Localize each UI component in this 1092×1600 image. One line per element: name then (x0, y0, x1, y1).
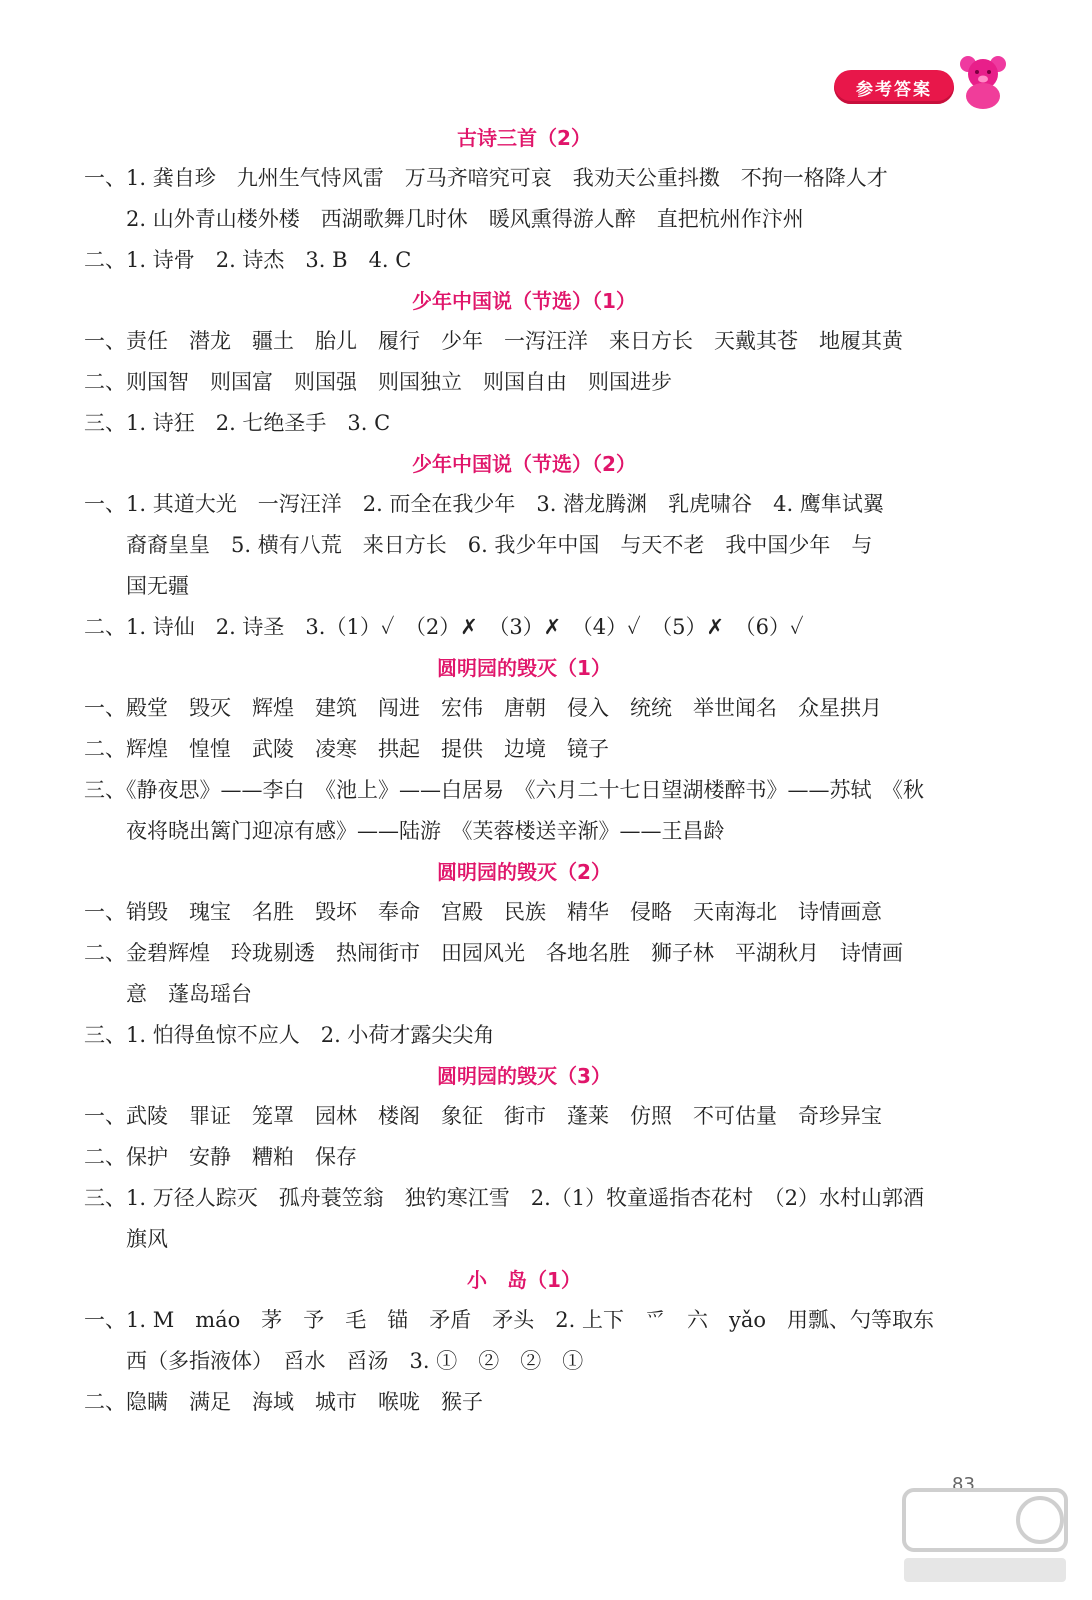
answer-line: 二、隐瞒 满足 海域 城市 喉咙 猴子 (84, 1390, 483, 1414)
section-title: 少年中国说（节选）（1） (412, 289, 636, 313)
answer-line: 国无疆 (126, 574, 189, 598)
answer-line: 西（多指液体） 舀水 舀汤 3. ① ② ② ① (126, 1349, 584, 1373)
section-title: 小 岛（1） (467, 1268, 581, 1292)
answer-line: 一、责任 潜龙 疆土 胎儿 履行 少年 一泻汪洋 来日方长 天戴其苍 地履其黄 (84, 329, 903, 353)
section (84, 281, 964, 444)
answer-badge: 参考答案 (834, 70, 954, 104)
section-title: 圆明园的毁灭（1） (437, 656, 611, 680)
answer-line: 二、保护 安静 糟粕 保存 (84, 1145, 357, 1169)
answer-line: 2. 山外青山楼外楼 西湖歌舞几时休 暖风熏得游人醉 直把杭州作汴州 (126, 207, 804, 231)
answer-line: 三、1. 诗狂 2. 七绝圣手 3. C (84, 411, 391, 435)
answer-line: 意 蓬岛瑶台 (126, 982, 252, 1006)
section (84, 118, 964, 281)
section (84, 852, 964, 1056)
answer-line: 一、1. 龚自珍 九州生气恃风雷 万马齐喑究可哀 我劝天公重抖擞 不拘一格降人才 (84, 166, 888, 190)
answer-line: 二、金碧辉煌 玲珑剔透 热闹街市 田园风光 各地名胜 狮子林 平湖秋月 诗情画 (84, 941, 903, 965)
answer-line: 三、《静夜思》——李白 《池上》——白居易 《六月二十七日望湖楼醉书》——苏轼 《秋 (84, 778, 924, 802)
answer-line: 一、1. M máo 茅 予 毛 锚 矛盾 矛头 2. 上下 爫 六 yǎo 用瓢、勺等取东 (84, 1308, 935, 1332)
answer-line: 一、殿堂 毁灭 辉煌 建筑 闯进 宏伟 唐朝 侵入 统统 举世闻名 众星拱月 (84, 696, 882, 720)
answer-line: 二、1. 诗骨 2. 诗杰 3. B 4. C (84, 248, 412, 272)
answer-line: 一、武陵 罪证 笼罩 园林 楼阁 象征 街市 蓬莱 仿照 不可估量 奇珍异宝 (84, 1104, 882, 1128)
answer-line: 三、1. 万径人踪灭 孤舟蓑笠翁 独钓寒江雪 2.（1）牧童遥指杏花村 （2）水村山郭酒 (84, 1186, 924, 1210)
watermark-logo-icon (900, 1482, 1070, 1588)
section-title: 圆明园的毁灭（2） (437, 860, 611, 884)
answer-line: 裔裔皇皇 5. 横有八荒 来日方长 6. 我少年中国 与天不老 我中国少年 与 (126, 533, 873, 557)
page-number: 83 (952, 1474, 975, 1495)
section (84, 444, 964, 648)
answer-content (84, 118, 964, 1423)
answer-line: 夜将晓出篱门迎凉有感》——陆游 《芙蓉楼送辛渐》——王昌龄 (126, 819, 725, 843)
bear-mascot-icon (958, 54, 1008, 110)
answer-line: 旗风 (126, 1227, 168, 1251)
answer-line: 二、辉煌 惶惶 武陵 凌寒 拱起 提供 边境 镜子 (84, 737, 609, 761)
answer-line: 一、销毁 瑰宝 名胜 毁坏 奉命 宫殿 民族 精华 侵略 天南海北 诗情画意 (84, 900, 882, 924)
section (84, 1260, 964, 1423)
section-title: 少年中国说（节选）（2） (412, 452, 636, 476)
section (84, 648, 964, 852)
answer-line: 二、则国智 则国富 则国强 则国独立 则国自由 则国进步 (84, 370, 672, 394)
section-title: 圆明园的毁灭（3） (437, 1064, 611, 1088)
section (84, 1056, 964, 1260)
answer-line: 一、1. 其道大光 一泻汪洋 2. 而全在我少年 3. 潜龙腾渊 乳虎啸谷 4. 鹰隼试翼 (84, 492, 884, 516)
answer-line: 二、1. 诗仙 2. 诗圣 3.（1）✓ （2）✗ （3）✗ （4）✓ （5）✗ （6）✓ (84, 615, 804, 639)
answer-line: 三、1. 怕得鱼惊不应人 2. 小荷才露尖尖角 (84, 1023, 495, 1047)
section-title: 古诗三首（2） (457, 126, 591, 150)
